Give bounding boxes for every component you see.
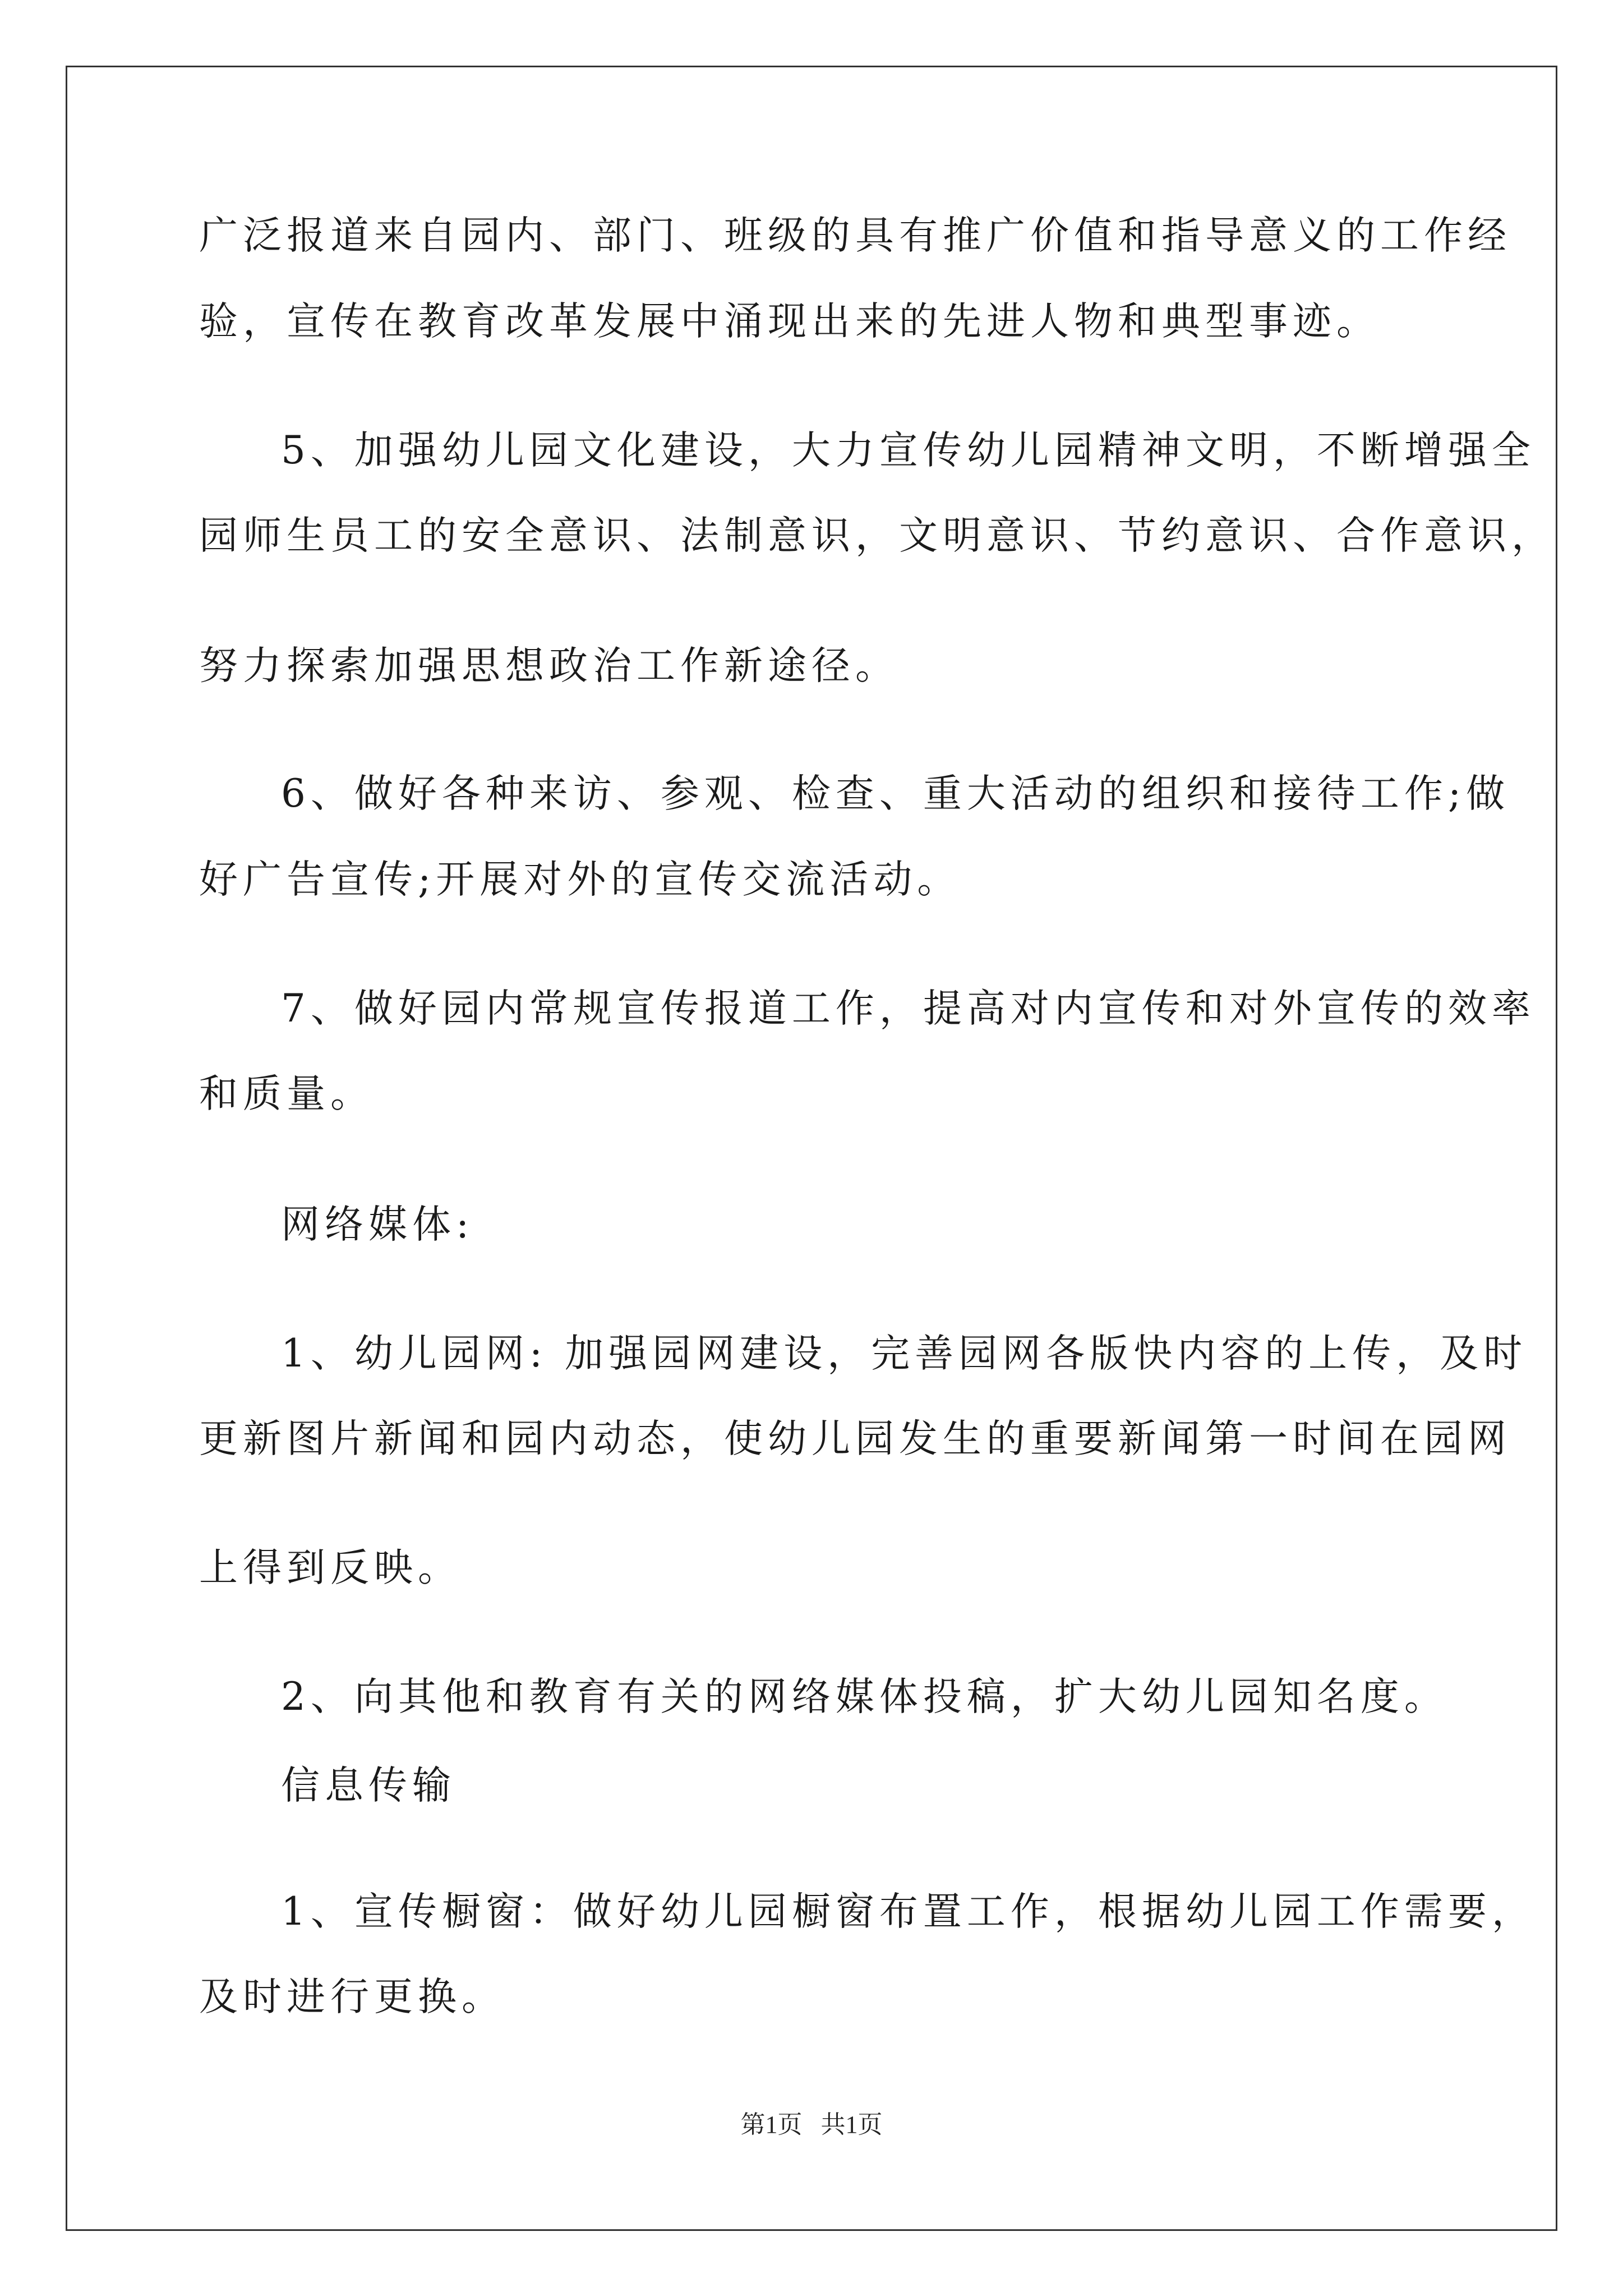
- section-heading: 网络媒体:: [281, 1202, 474, 1247]
- text-line: 2、向其他和教育有关的网络媒体投稿，扩大幼儿园知名度。: [281, 1674, 1448, 1719]
- text-line: 5、加强幼儿园文化建设，大力宣传幼儿园精神文明，不断增强全: [281, 428, 1536, 473]
- text-line: 园师生员工的安全意识、法制意识，文明意识、节约意识、合作意识，: [199, 513, 1555, 558]
- text-line: 7、做好园内常规宣传报道工作，提高对内宣传和对外宣传的效率: [281, 986, 1536, 1031]
- text-line: 好广告宣传;开展对外的宣传交流活动。: [199, 857, 961, 902]
- text-line: 6、做好各种来访、参观、检查、重大活动的组织和接待工作;做: [281, 771, 1510, 816]
- section-heading: 信息传输: [281, 1763, 456, 1808]
- text-line: 验，宣传在教育改革发展中涌现出来的先进人物和典型事迹。: [199, 299, 1380, 344]
- text-line: 上得到反映。: [199, 1545, 462, 1590]
- text-line: 1、幼儿园网: 加强园网建设，完善园网各版快内容的上传，及时: [281, 1331, 1528, 1376]
- text-line: 和质量。: [199, 1071, 374, 1116]
- text-line: 更新图片新闻和园内动态，使幼儿园发生的重要新闻第一时间在园网: [199, 1416, 1511, 1461]
- text-line: 及时进行更换。: [199, 1975, 505, 2019]
- text-line: 广泛报道来自园内、部门、班级的具有推广价值和指导意义的工作经: [199, 213, 1511, 258]
- page-number-footer: 第1页 共1页: [740, 2111, 883, 2138]
- text-line: 努力探索加强思想政治工作新途径。: [199, 643, 899, 688]
- text-line: 1、宣传橱窗：做好幼儿园橱窗布置工作，根据幼儿园工作需要，: [281, 1889, 1536, 1934]
